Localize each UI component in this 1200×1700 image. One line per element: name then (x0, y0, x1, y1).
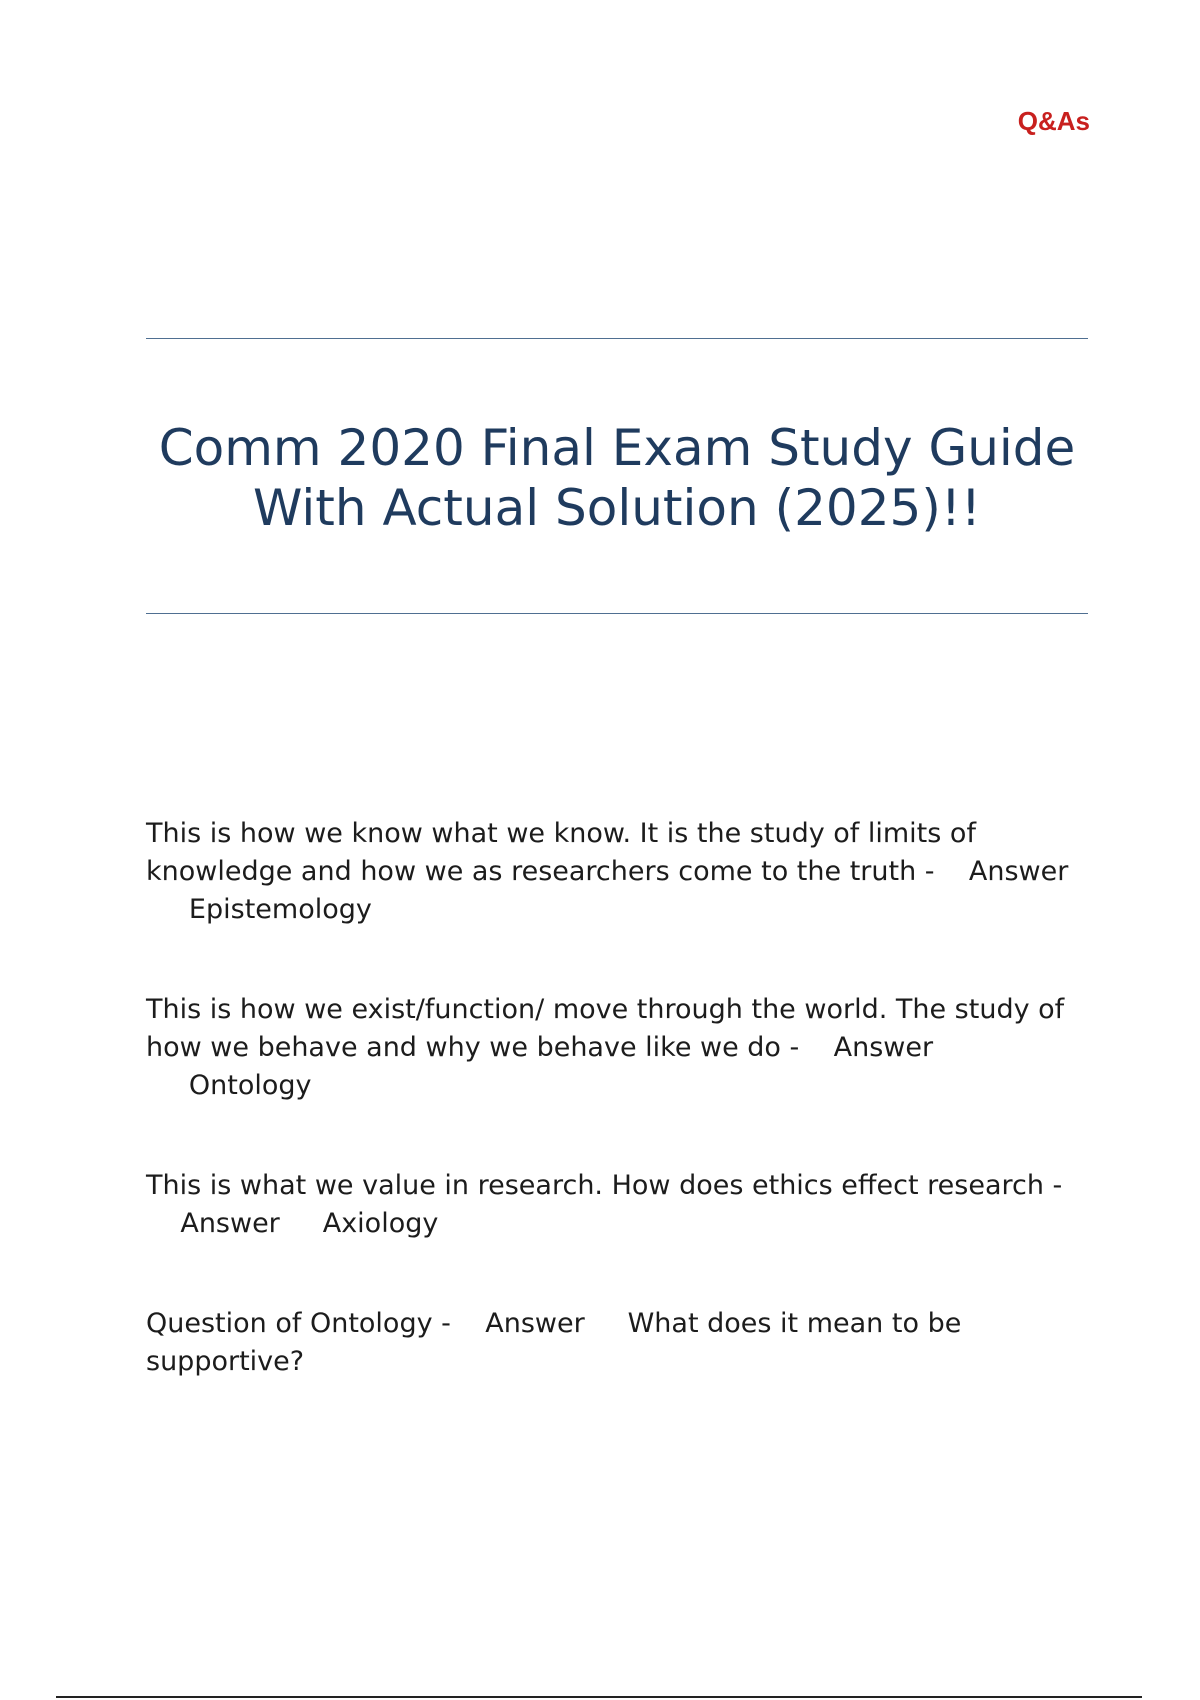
title-top-divider (146, 338, 1088, 339)
answer-label: Answer (968, 856, 1069, 887)
question-text: This is how we exist/function/ move through the world. The study of how we behave and why we behave like we do - (146, 994, 1065, 1063)
question-text: This is how we know what we know. It is the study of limits of knowledge and how we as researchers come to the truth - (146, 818, 976, 887)
footer-divider (56, 1696, 1142, 1698)
answer-text: What does it mean to be supportive? (146, 1308, 962, 1377)
qa-item (146, 1305, 1096, 1381)
qa-item (146, 991, 1096, 1105)
answer-text: Ontology (188, 1070, 312, 1101)
answer-label: Answer (180, 1208, 280, 1239)
answer-label: Answer (485, 1308, 585, 1339)
qa-item (146, 1167, 1096, 1243)
title-bottom-divider (146, 613, 1088, 614)
document-title: Comm 2020 Final Exam Study Guide With Actual Solution (2025)!! (158, 419, 1076, 537)
qa-item (146, 815, 1096, 929)
answer-text: Axiology (322, 1208, 439, 1239)
question-text: Question of Ontology - (146, 1308, 451, 1339)
qa-tag: Q&As (1017, 106, 1090, 136)
question-text: This is what we value in research. How does ethics effect research - (146, 1170, 1063, 1201)
answer-label: Answer (833, 1032, 934, 1063)
answer-text: Epistemology (188, 894, 372, 925)
qa-list (146, 815, 1096, 1443)
